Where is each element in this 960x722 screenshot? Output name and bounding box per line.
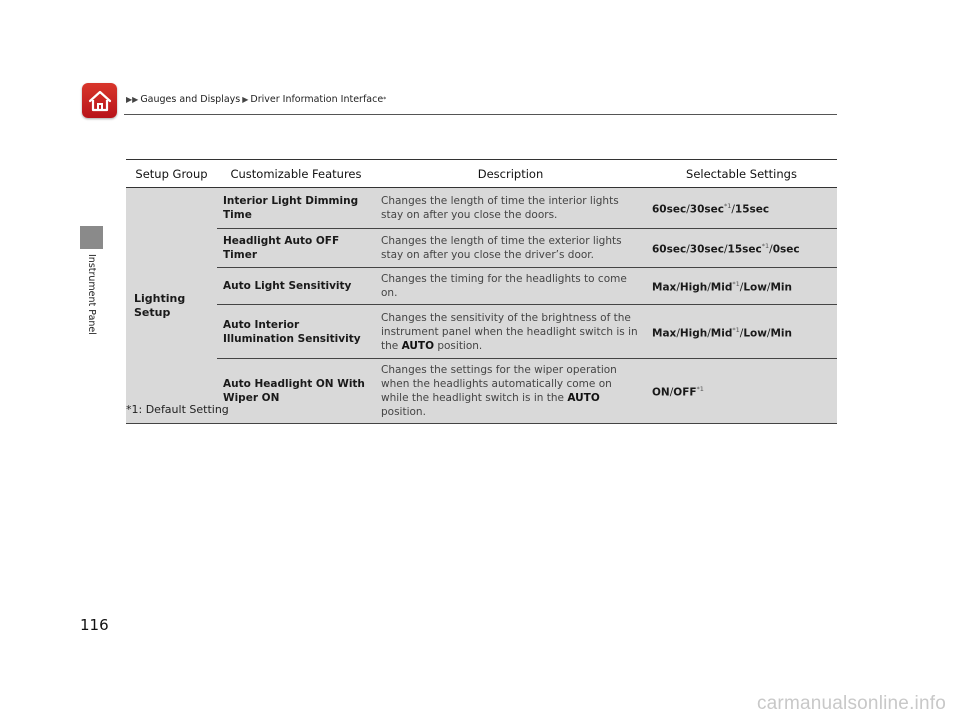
selectable-settings: $60\sec/30\sec/15\sec^{*1}/0\sec$	[646, 229, 837, 268]
header-customizable-features: Customizable Features	[217, 160, 375, 188]
breadcrumb-driver-information-interface[interactable]: Driver Information Interface	[250, 94, 384, 105]
home-button[interactable]	[82, 83, 117, 118]
setup-group-cell: Lighting Setup	[126, 188, 217, 424]
breadcrumb-marker: *	[383, 96, 387, 103]
table-row	[126, 305, 837, 359]
header-selectable-settings: Selectable Settings	[646, 160, 837, 188]
feature-name: Interior Light Dimming Time	[217, 188, 375, 229]
feature-name: Auto Interior Illumination Sensitivity	[217, 305, 375, 359]
breadcrumb-gauges-and-displays[interactable]: Gauges and Displays	[140, 94, 241, 105]
feature-description: Changes the length of time the exterior lights stay on after you close the driver’s door.	[375, 229, 646, 268]
section-tab[interactable]	[80, 226, 103, 249]
table-row	[126, 229, 837, 268]
breadcrumb-arrow-icon: ▶▶	[126, 95, 139, 104]
table-row	[126, 188, 837, 229]
breadcrumb	[126, 94, 386, 105]
home-icon	[87, 89, 113, 113]
page-number: 116	[80, 616, 109, 634]
table-row	[126, 359, 837, 424]
feature-description: Changes the timing for the headlights to come on.	[375, 268, 646, 305]
selectable-settings: ON/OFF$^{*1}$	[646, 359, 837, 424]
watermark[interactable]: carmanualsonline.info	[756, 693, 946, 714]
selectable-settings: Max/High/Mid$^{*1}$/Low/Min	[646, 305, 837, 359]
header-setup-group: Setup Group	[126, 160, 217, 188]
feature-name: Headlight Auto OFF Timer	[217, 229, 375, 268]
section-label: Instrument Panel	[86, 254, 97, 335]
feature-description: Changes the settings for the wiper operation when the headlights automatically come on while the headlight switch is in the AUTO position.	[375, 359, 646, 424]
feature-name: Auto Light Sensitivity	[217, 268, 375, 305]
selectable-settings: Max/High/Mid$^{*1}$/Low/Min	[646, 268, 837, 305]
table-header-row	[126, 160, 837, 188]
footnote: *1: Default Setting	[126, 403, 229, 416]
feature-name: Auto Headlight ON With Wiper ON	[217, 359, 375, 424]
feature-description: Changes the sensitivity of the brightness of the instrument panel when the headlight switch is in the AUTO position.	[375, 305, 646, 359]
table-row	[126, 268, 837, 305]
selectable-settings: $60\sec/30\sec^{*1}/15\sec$	[646, 188, 837, 229]
header-divider	[124, 114, 837, 115]
settings-table	[126, 159, 837, 424]
feature-description: Changes the length of time the interior lights stay on after you close the doors.	[375, 188, 646, 229]
header-description: Description	[375, 160, 646, 188]
breadcrumb-arrow-icon: ▶	[242, 95, 249, 104]
